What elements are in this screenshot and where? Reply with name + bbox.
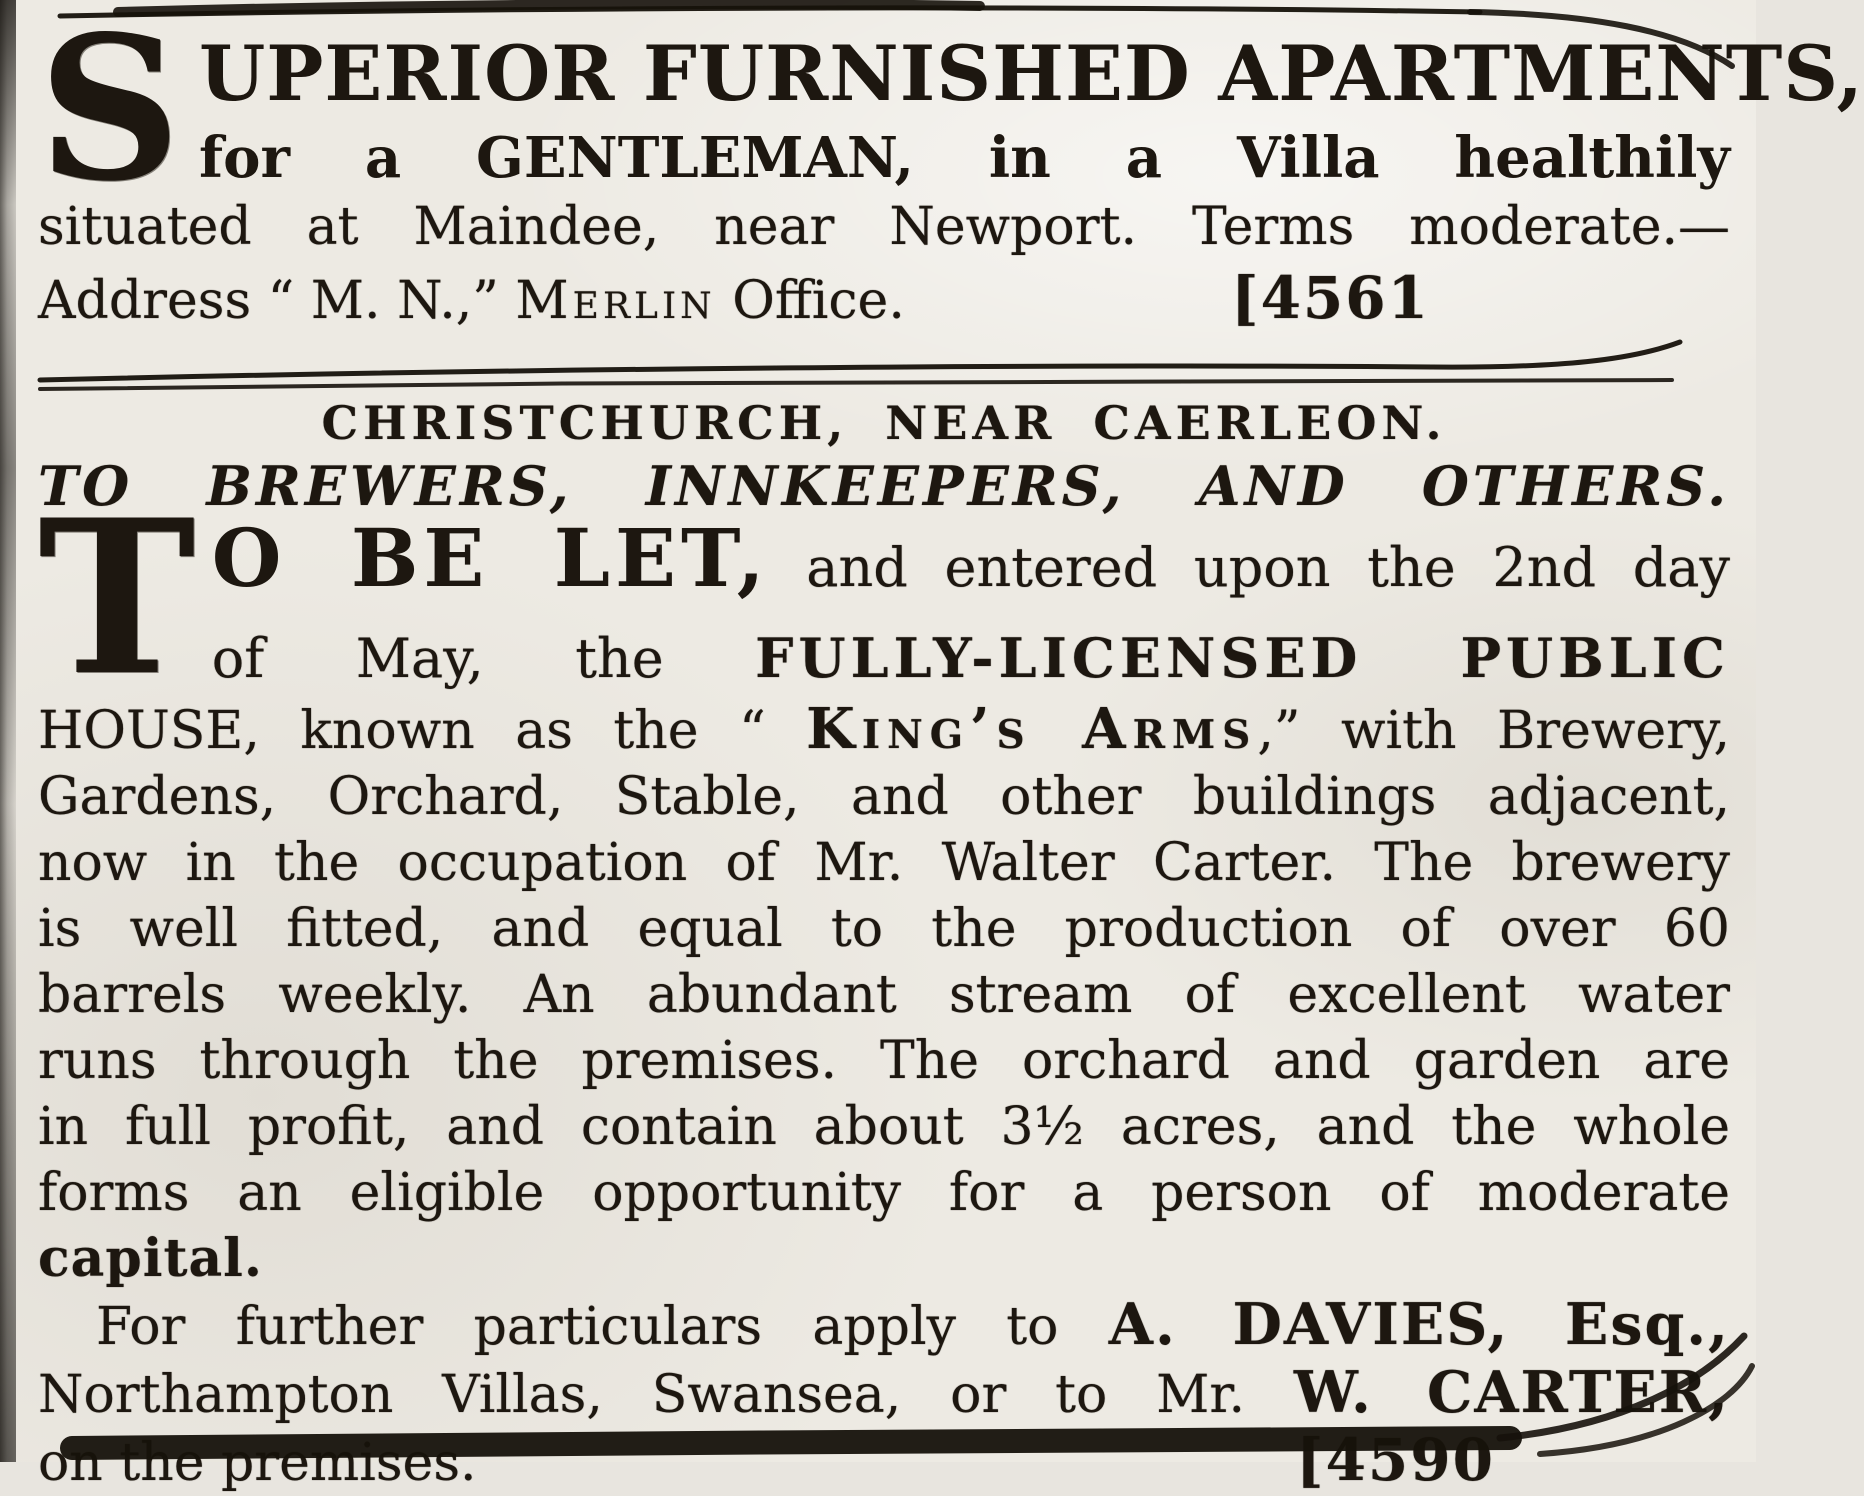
ad-kings-line9: in full profit, and contain about 3½ acres, and the whole [38,1097,1730,1157]
ad-kings-line11: capital. [38,1228,264,1289]
dropcap-s: S [38,0,181,225]
on-the-premises-text: on the premises. [38,1433,477,1493]
ad-kings-line5: now in the occupation of Mr. Walter Carter. The brewery [38,833,1730,893]
to-be-let-caps: O BE LET, [211,511,770,605]
ad-apartments-address [38,268,905,334]
esq-text: Esq., [1509,1291,1730,1358]
bottom-rule [0,1322,1756,1462]
northampton-text: Northampton Villas, Swansea, or to Mr. [38,1365,1294,1425]
ad-kings-line3 [38,696,1730,764]
carter-name: W. CARTER, [1293,1359,1730,1426]
address-text: Address “ M. N.,” [38,271,516,331]
ad-apartments-line4 [38,260,1730,336]
house-known-as: HOUSE, known as the “ [38,701,807,761]
ad-kings-line7: barrels weekly. An abundant stream of excellent water [38,965,1730,1025]
apply-to-text: For further particulars apply to [96,1297,1109,1357]
ad-kings-line6: is well fitted, and equal to the production of over 60 [38,899,1730,959]
open-line1-rest: and entered upon the 2nd day [769,536,1730,599]
scan-edge-artifact [0,0,16,1462]
ad-apartments-line2: for a GENTLEMAN, in a Villa healthily [199,125,1730,191]
office-text: Office. [715,271,905,331]
kings-arms-name: King’s Arms [806,696,1258,762]
open-line2-pre: of May, the [211,627,756,690]
ad-kings-line10: forms an eligible opportunity for a person of moderate [38,1163,1730,1223]
ad-kings-open-line1 [38,511,1730,621]
ad-kings-subheading: TO BREWERS, INNKEEPERS, AND OTHERS. [38,454,1730,518]
fully-licensed-caps: FULLY-LICENSED PUBLIC [755,626,1730,690]
with-brewery: ,” with Brewery, [1257,701,1730,761]
ad-kings-heading: CHRISTCHURCH, NEAR CAERLEON. [321,396,1447,450]
davies-name: A. DAVIES, [1108,1291,1510,1358]
ad-kings-ref-number: [4590 [1296,1426,1495,1494]
ad-apartments-headline: UPERIOR FURNISHED APARTMENTS, [199,29,1864,118]
ad-kings-line8: runs through the premises. The orchard and garden are [38,1031,1730,1091]
ad-apartments [38,0,1864,336]
ad-apartments-line3: situated at Maindee, near Newport. Terms moderate.— [38,197,1730,257]
ad-kings-line4: Gardens, Orchard, Stable, and other buildings adjacent, [38,767,1730,827]
top-rule [0,0,1756,70]
separator-rule [32,340,1736,390]
ad-apartments-ref-number: [4561 [1231,264,1430,332]
dropcap-t: T [38,473,196,722]
merlin-office-name: Merlin [515,271,716,331]
ad-kings-open-line2 [38,621,1730,696]
